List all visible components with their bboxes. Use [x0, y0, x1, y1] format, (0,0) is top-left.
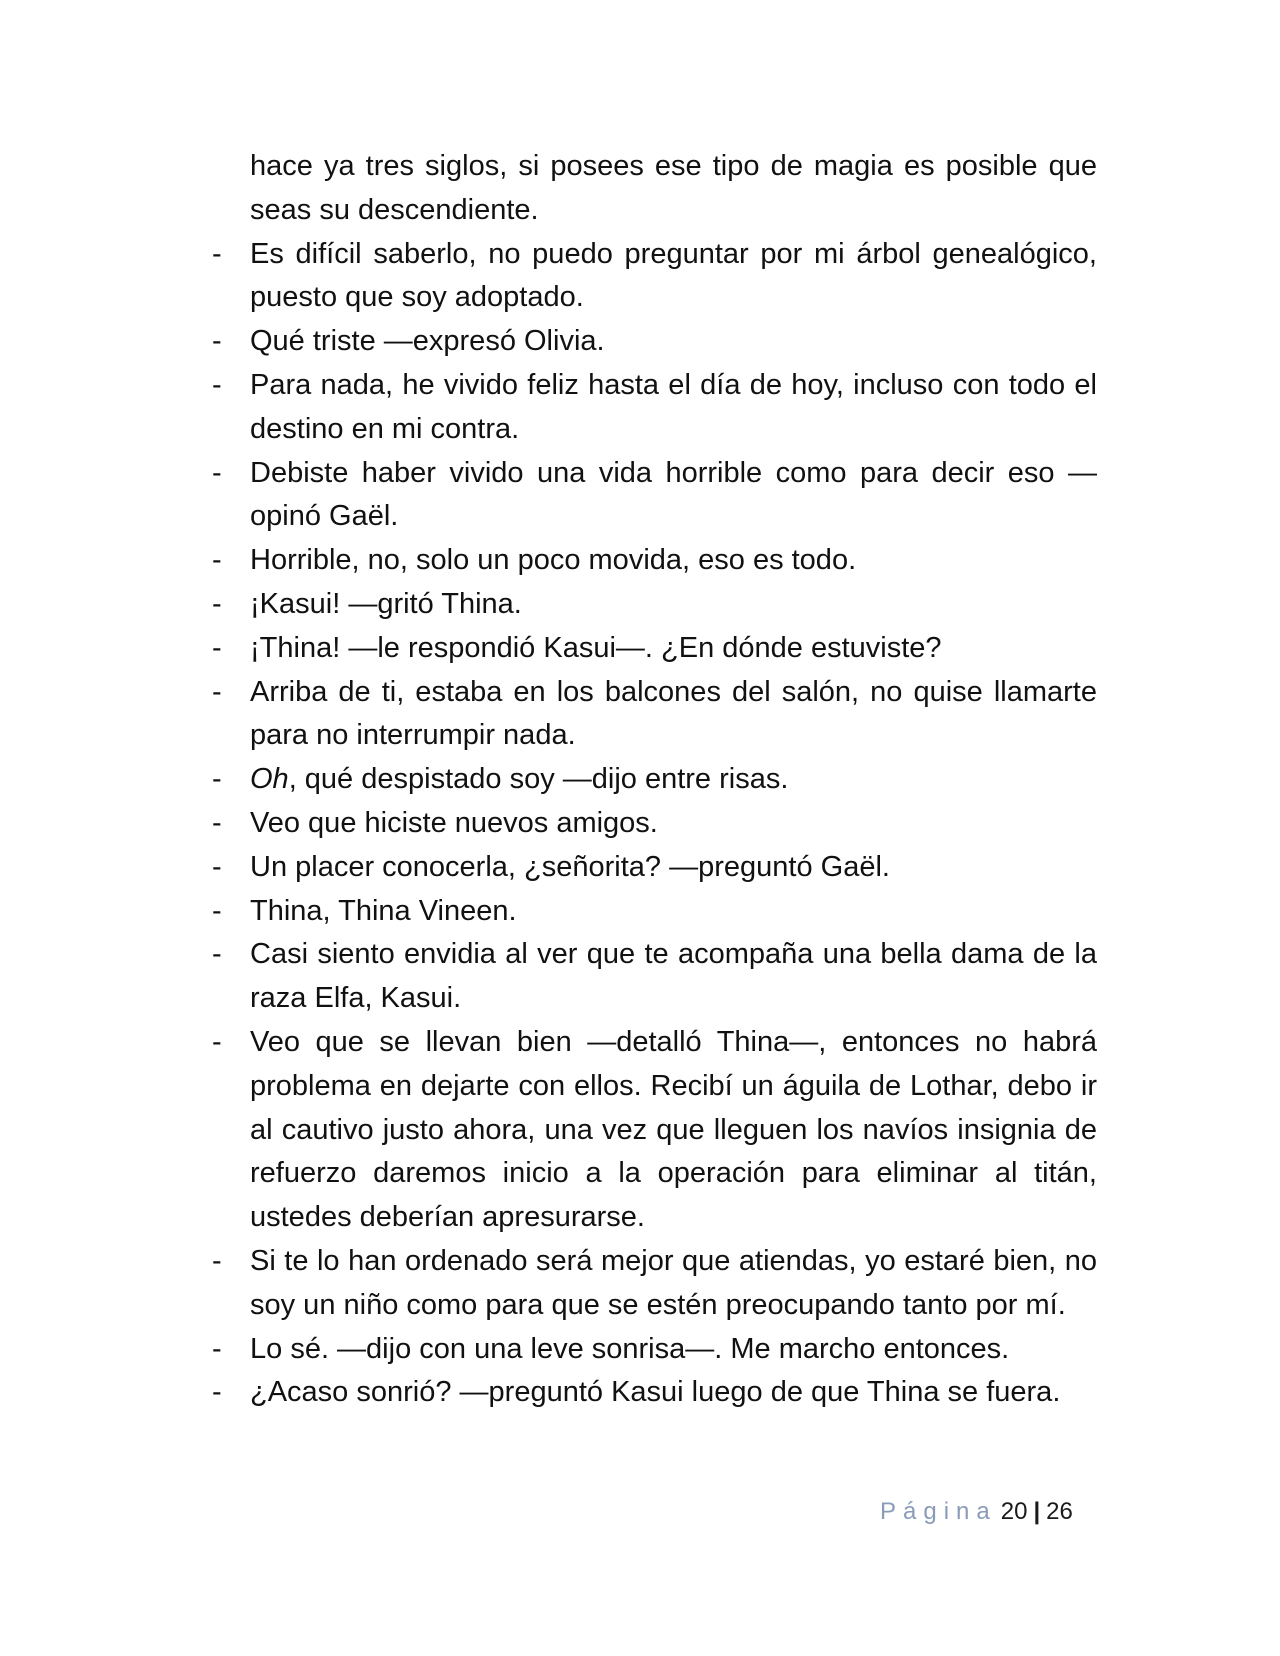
- dialogue-dash: -: [212, 237, 222, 270]
- dialogue-dash: -: [212, 368, 222, 401]
- dialogue-text: Debiste haber vivido una vida horrible como para decir eso —opinó Gaël.: [250, 456, 1097, 533]
- dialogue-dash: -: [212, 456, 222, 489]
- dialogue-italic-text: Oh: [250, 763, 289, 796]
- dialogue-dash: -: [212, 544, 222, 577]
- dialogue-dash: -: [212, 1025, 222, 1058]
- dialogue-dash: -: [212, 1332, 222, 1365]
- dialogue-line: [212, 846, 1097, 890]
- dialogue-dash: -: [212, 938, 222, 971]
- dialogue-line: [212, 1240, 1097, 1328]
- dialogue-dash: -: [212, 806, 222, 839]
- page-number: 20: [1000, 1498, 1028, 1525]
- dialogue-line: [212, 1021, 1097, 1240]
- dialogue-text: Un placer conocerla, ¿señorita? —preguntó Gaël.: [250, 850, 890, 883]
- dialogue-line: [212, 933, 1097, 1021]
- dialogue-line: [212, 452, 1097, 540]
- dialogue-dash: -: [212, 631, 222, 664]
- dialogue-line: [212, 758, 1097, 802]
- page-separator: |: [1033, 1498, 1041, 1525]
- dialogue-dash: -: [212, 1244, 222, 1277]
- paragraph: [212, 145, 1097, 233]
- page-label: Página: [880, 1498, 997, 1525]
- dialogue-line: [212, 583, 1097, 627]
- dialogue-text: Veo que se llevan bien —detalló Thina—, entonces no habrá problema en dejarte con ellos. Recibí un águila de Lothar, debo ir al cautivo justo ahora, una vez que lleguen los navíos insignia de refuerzo daremos inicio a la operación para eliminar al titán, ustedes deberían apresurarse.: [250, 1025, 1097, 1234]
- dialogue-text: Thina, Thina Vineen.: [250, 894, 517, 927]
- dialogue-text: ¿Acaso sonrió? —preguntó Kasui luego de que Thina se fuera.: [250, 1376, 1061, 1409]
- dialogue-line: [212, 539, 1097, 583]
- dialogue-text: Arriba de ti, estaba en los balcones del salón, no quise llamarte para no interrumpir nada.: [250, 675, 1097, 752]
- dialogue-text: Veo que hiciste nuevos amigos.: [250, 806, 658, 839]
- page-total: 26: [1046, 1498, 1073, 1525]
- dialogue-text: Para nada, he vivido feliz hasta el día de hoy, incluso con todo el destino en mi contra.: [250, 368, 1097, 445]
- dialogue-text: ¡Thina! —le respondió Kasui—. ¿En dónde estuviste?: [250, 631, 942, 664]
- dialogue-line: [212, 1371, 1097, 1415]
- dialogue-dash: -: [212, 675, 222, 708]
- page-footer: [880, 1497, 1073, 1527]
- dialogue-text: Qué triste —expresó Olivia.: [250, 325, 605, 358]
- dialogue-dash: -: [212, 763, 222, 796]
- dialogue-line: [212, 627, 1097, 671]
- dialogue-dash: -: [212, 894, 222, 927]
- dialogue-line: [212, 671, 1097, 759]
- dialogue-line: [212, 364, 1097, 452]
- dialogue-text: Si te lo han ordenado será mejor que atiendas, yo estaré bien, no soy un niño como para que se estén preocupando tanto por mí.: [250, 1244, 1097, 1321]
- paragraph-text: hace ya tres siglos, si posees ese tipo de magia es posible que seas su descendiente.: [250, 150, 1097, 226]
- dialogue-dash: -: [212, 1376, 222, 1409]
- dialogue-text: Lo sé. —dijo con una leve sonrisa—. Me marcho entonces.: [250, 1332, 1010, 1365]
- dialogue-line: [212, 890, 1097, 934]
- dialogue-text: Horrible, no, solo un poco movida, eso es todo.: [250, 544, 857, 577]
- dialogue-line: [212, 233, 1097, 321]
- dialogue-dash: -: [212, 325, 222, 358]
- dialogue-text: Casi siento envidia al ver que te acompaña una bella dama de la raza Elfa, Kasui.: [250, 938, 1097, 1015]
- dialogue-dash: -: [212, 850, 222, 883]
- dialogue-line: [212, 1328, 1097, 1372]
- dialogue-line: [212, 320, 1097, 364]
- dialogue-dash: -: [212, 587, 222, 620]
- body-text: [212, 145, 1097, 1415]
- dialogue-text: Es difícil saberlo, no puedo preguntar por mi árbol genealógico, puesto que soy adoptado.: [250, 237, 1097, 314]
- dialogue-line: [212, 802, 1097, 846]
- dialogue-text: ¡Kasui! —gritó Thina.: [250, 587, 522, 620]
- dialogue-text: , qué despistado soy —dijo entre risas.: [288, 763, 789, 796]
